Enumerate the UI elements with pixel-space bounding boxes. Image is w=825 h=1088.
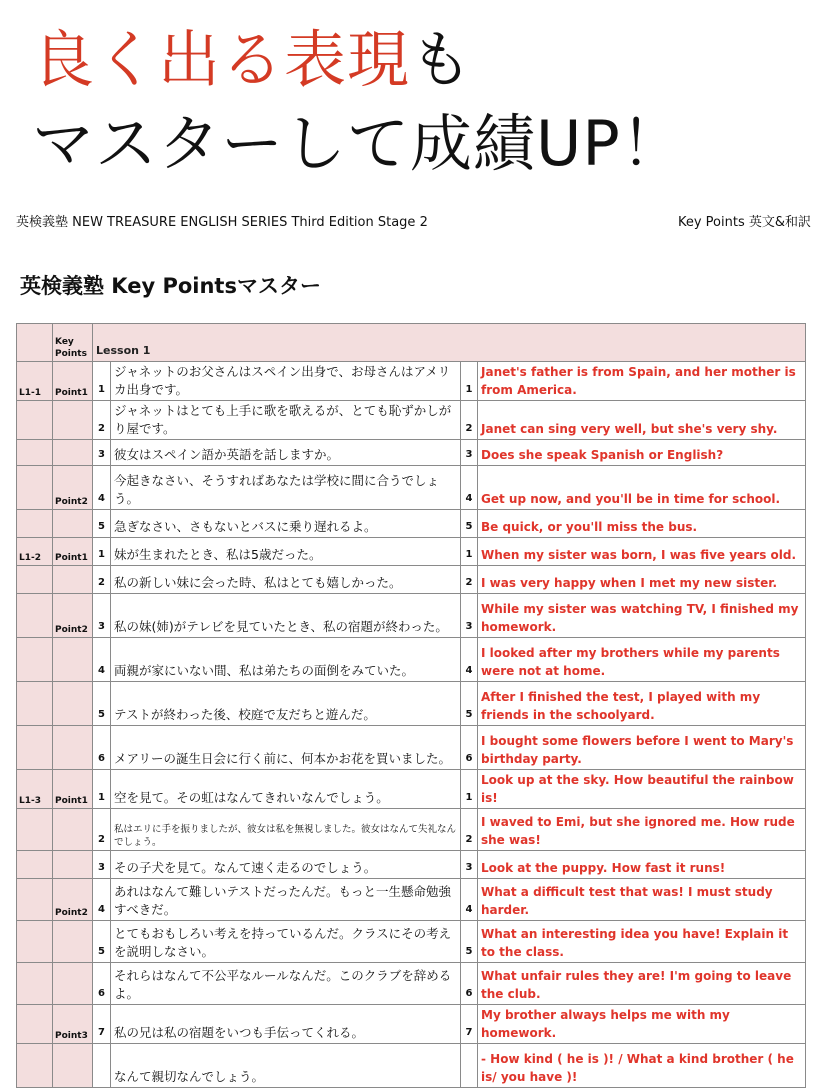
point-cell	[53, 963, 93, 1005]
number-cell: 5	[93, 921, 111, 963]
lesson-cell	[17, 638, 53, 682]
english-sentence: I waved to Emi, but she ignored me. How rude she was!	[478, 809, 806, 851]
table-row	[17, 362, 806, 401]
number-cell: 3	[93, 440, 111, 466]
headline-red-text: 良く出る表現	[32, 23, 411, 96]
japanese-sentence: テストが終わった後、校庭で友だちと遊んだ。	[111, 682, 461, 726]
english-sentence: What a difficult test that was! I must study harder.	[478, 879, 806, 921]
answer-number-cell: 2	[461, 566, 478, 594]
japanese-sentence: 妹が生まれたとき、私は5歳だった。	[111, 538, 461, 566]
english-sentence: Does she speak Spanish or English?	[478, 440, 806, 466]
english-sentence: Look up at the sky. How beautiful the rainbow is!	[478, 770, 806, 809]
answer-number-cell: 5	[461, 682, 478, 726]
answer-number-cell: 5	[461, 510, 478, 538]
answer-number-cell	[461, 1044, 478, 1088]
answer-number-cell: 6	[461, 963, 478, 1005]
answer-number-cell: 4	[461, 879, 478, 921]
number-cell: 6	[93, 963, 111, 1005]
table-row	[17, 401, 806, 440]
english-sentence: - How kind ( he is )! / What a kind brother ( he is/ you have )!	[478, 1044, 806, 1088]
answer-number-cell: 3	[461, 440, 478, 466]
number-cell: 1	[93, 770, 111, 809]
english-sentence: When my sister was born, I was five years old.	[478, 538, 806, 566]
lesson-cell	[17, 921, 53, 963]
lesson-cell: L1-3	[17, 770, 53, 809]
point-cell: Point1	[53, 770, 93, 809]
english-sentence: What unfair rules they are! I'm going to leave the club.	[478, 963, 806, 1005]
point-cell	[53, 638, 93, 682]
answer-number-cell: 2	[461, 809, 478, 851]
japanese-sentence: 今起きなさい、そうすればあなたは学校に間に合うでしょう。	[111, 466, 461, 510]
lesson-cell	[17, 510, 53, 538]
point-cell	[53, 851, 93, 879]
point-cell	[53, 1044, 93, 1088]
answer-number-cell: 3	[461, 594, 478, 638]
number-cell: 4	[93, 879, 111, 921]
answer-number-cell: 3	[461, 851, 478, 879]
english-sentence: Janet's father is from Spain, and her mother is from America.	[478, 362, 806, 401]
point-cell: Point2	[53, 466, 93, 510]
point-cell	[53, 726, 93, 770]
english-sentence: What an interesting idea you have! Explain it to the class.	[478, 921, 806, 963]
lesson-cell	[17, 401, 53, 440]
japanese-sentence: それらはなんて不公平なルールなんだ。このクラブを辞めるよ。	[111, 963, 461, 1005]
english-sentence: I bought some flowers before I went to Mary's birthday party.	[478, 726, 806, 770]
table-row	[17, 638, 806, 682]
table-row	[17, 594, 806, 638]
lesson-cell	[17, 851, 53, 879]
table-row	[17, 466, 806, 510]
point-cell: Point2	[53, 879, 93, 921]
table-row	[17, 510, 806, 538]
table-row	[17, 1005, 806, 1044]
japanese-sentence: とてもおもしろい考えを持っているんだ。クラスにその考えを説明しなさい。	[111, 921, 461, 963]
japanese-sentence: 彼女はスペイン語か英語を話しますか。	[111, 440, 461, 466]
answer-number-cell: 5	[461, 921, 478, 963]
key-points-table	[16, 323, 806, 1088]
answer-number-cell: 1	[461, 362, 478, 401]
lesson-cell	[17, 963, 53, 1005]
lesson-cell	[17, 566, 53, 594]
number-cell: 2	[93, 401, 111, 440]
english-sentence: My brother always helps me with my homework.	[478, 1005, 806, 1044]
table-row	[17, 770, 806, 809]
answer-number-cell: 6	[461, 726, 478, 770]
number-cell: 6	[93, 726, 111, 770]
japanese-sentence: 私の新しい妹に会った時、私はとても嬉しかった。	[111, 566, 461, 594]
answer-number-cell: 7	[461, 1005, 478, 1044]
table-row	[17, 1044, 806, 1088]
point-cell	[53, 682, 93, 726]
english-sentence: Janet can sing very well, but she's very shy.	[478, 401, 806, 440]
point-cell: Point2	[53, 594, 93, 638]
japanese-sentence: ジャネットのお父さんはスペイン出身で、お母さんはアメリカ出身です。	[111, 362, 461, 401]
point-cell: Point1	[53, 538, 93, 566]
lesson-cell	[17, 466, 53, 510]
japanese-sentence: ジャネットはとても上手に歌を歌えるが、とても恥ずかしがり屋です。	[111, 401, 461, 440]
table-header-row	[17, 324, 806, 362]
number-cell: 3	[93, 594, 111, 638]
answer-number-cell: 2	[461, 401, 478, 440]
table-row	[17, 682, 806, 726]
english-sentence: Be quick, or you'll miss the bus.	[478, 510, 806, 538]
table-row	[17, 963, 806, 1005]
lesson-cell	[17, 726, 53, 770]
lesson-cell	[17, 879, 53, 921]
english-sentence: I was very happy when I met my new sister.	[478, 566, 806, 594]
table-row	[17, 809, 806, 851]
header-lesson-cell	[17, 324, 53, 362]
table-row	[17, 538, 806, 566]
english-sentence: Look at the puppy. How fast it runs!	[478, 851, 806, 879]
answer-number-cell: 1	[461, 770, 478, 809]
number-cell: 5	[93, 682, 111, 726]
headline	[32, 18, 684, 186]
point-cell	[53, 510, 93, 538]
table-row	[17, 879, 806, 921]
japanese-sentence: 私の妹(姉)がテレビを見ていたとき、私の宿題が終わった。	[111, 594, 461, 638]
answer-number-cell: 4	[461, 638, 478, 682]
table-row	[17, 566, 806, 594]
japanese-sentence: なんて親切なんでしょう。	[111, 1044, 461, 1088]
header-lesson-title: Lesson 1	[93, 324, 806, 362]
point-cell	[53, 809, 93, 851]
japanese-sentence: 私の兄は私の宿題をいつも手伝ってくれる。	[111, 1005, 461, 1044]
number-cell: 4	[93, 466, 111, 510]
point-cell	[53, 566, 93, 594]
table-row	[17, 726, 806, 770]
header-key-points: Key Points	[53, 324, 93, 362]
point-cell	[53, 401, 93, 440]
lesson-cell: L1-2	[17, 538, 53, 566]
english-sentence: After I finished the test, I played with my friends in the schoolyard.	[478, 682, 806, 726]
japanese-sentence: その子犬を見て。なんて速く走るのでしょう。	[111, 851, 461, 879]
page-title: 英検義塾 Key Pointsマスター	[20, 274, 321, 298]
table-row	[17, 921, 806, 963]
number-cell: 3	[93, 851, 111, 879]
lesson-cell	[17, 594, 53, 638]
table-row	[17, 440, 806, 466]
lesson-cell	[17, 1005, 53, 1044]
english-sentence: I looked after my brothers while my parents were not at home.	[478, 638, 806, 682]
number-cell: 7	[93, 1005, 111, 1044]
number-cell: 2	[93, 566, 111, 594]
point-cell	[53, 440, 93, 466]
section-label: Key Points 英文&和訳	[677, 214, 811, 230]
japanese-sentence: あれはなんて難しいテストだったんだ。もっと一生懸命勉強すべきだ。	[111, 879, 461, 921]
table-row	[17, 851, 806, 879]
japanese-sentence: 急ぎなさい、さもないとバスに乗り遅れるよ。	[111, 510, 461, 538]
series-title: 英検義塾 NEW TREASURE ENGLISH SERIES Third Edition Stage 2	[16, 214, 428, 230]
document-header	[16, 210, 811, 230]
number-cell: 5	[93, 510, 111, 538]
point-cell	[53, 921, 93, 963]
japanese-sentence: 空を見て。その虹はなんてきれいなんでしょう。	[111, 770, 461, 809]
headline-line2: マスターして成績UP！	[32, 107, 684, 180]
answer-number-cell: 1	[461, 538, 478, 566]
headline-black-text: も	[410, 23, 474, 96]
lesson-cell: L1-1	[17, 362, 53, 401]
english-sentence: While my sister was watching TV, I finished my homework.	[478, 594, 806, 638]
japanese-sentence: 両親が家にいない間、私は弟たちの面倒をみていた。	[111, 638, 461, 682]
lesson-cell	[17, 809, 53, 851]
japanese-sentence: 私はエリに手を振りましたが、彼女は私を無視しました。彼女はなんて失礼なんでしょう。	[111, 809, 461, 851]
point-cell: Point3	[53, 1005, 93, 1044]
number-cell: 2	[93, 809, 111, 851]
number-cell: 1	[93, 362, 111, 401]
lesson-cell	[17, 1044, 53, 1088]
lesson-cell	[17, 682, 53, 726]
number-cell	[93, 1044, 111, 1088]
answer-number-cell: 4	[461, 466, 478, 510]
english-sentence: Get up now, and you'll be in time for school.	[478, 466, 806, 510]
number-cell: 4	[93, 638, 111, 682]
japanese-sentence: メアリーの誕生日会に行く前に、何本かお花を買いました。	[111, 726, 461, 770]
lesson-cell	[17, 440, 53, 466]
point-cell: Point1	[53, 362, 93, 401]
number-cell: 1	[93, 538, 111, 566]
